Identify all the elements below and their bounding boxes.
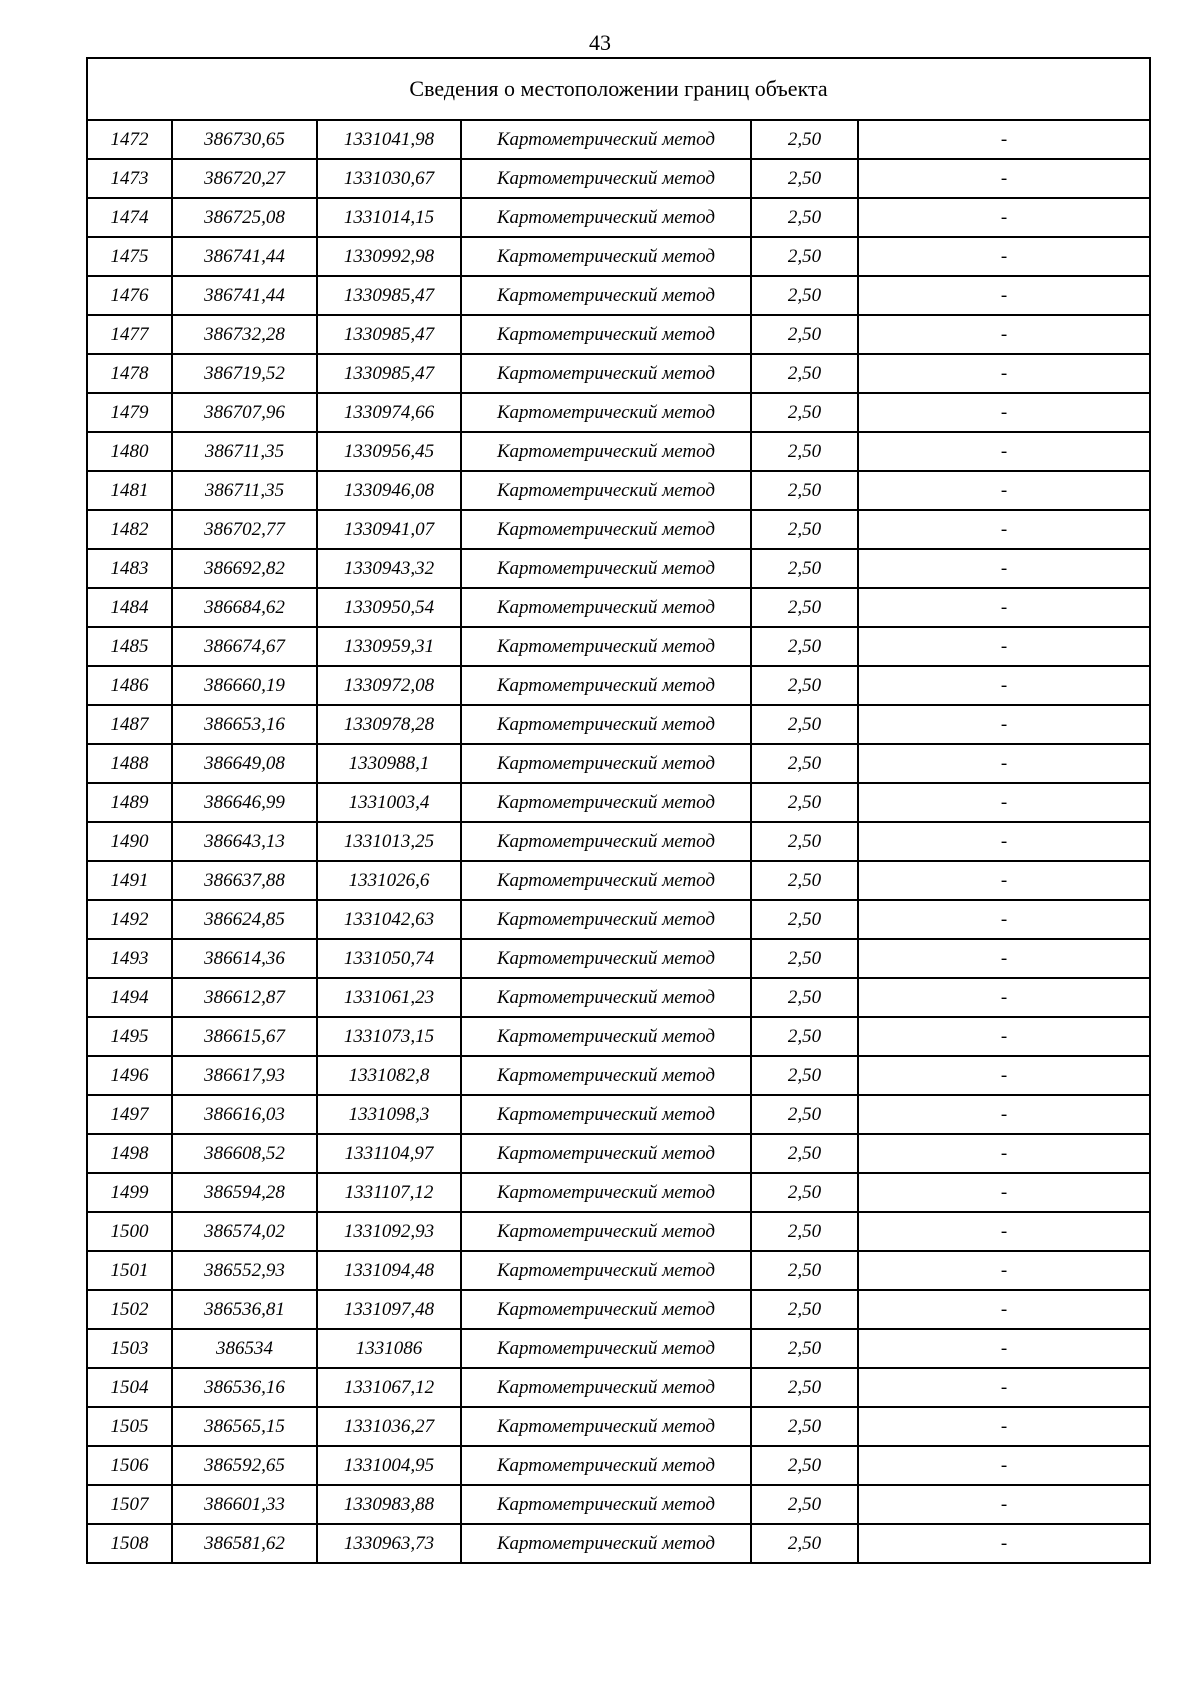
accuracy-cell: 2,50 [751, 159, 858, 198]
method-cell: Картометрический метод [461, 822, 751, 861]
point-number-cell: 1500 [87, 1212, 172, 1251]
accuracy-cell: 2,50 [751, 510, 858, 549]
point-number-cell: 1479 [87, 393, 172, 432]
table-row [87, 1446, 1150, 1485]
y-coordinate-cell: 1331030,67 [317, 159, 461, 198]
description-cell: - [858, 237, 1150, 276]
method-cell: Картометрический метод [461, 354, 751, 393]
description-cell: - [858, 783, 1150, 822]
accuracy-cell: 2,50 [751, 237, 858, 276]
accuracy-cell: 2,50 [751, 1329, 858, 1368]
table-row [87, 1095, 1150, 1134]
y-coordinate-cell: 1331013,25 [317, 822, 461, 861]
y-coordinate-cell: 1331082,8 [317, 1056, 461, 1095]
x-coordinate-cell: 386684,62 [172, 588, 317, 627]
y-coordinate-cell: 1331098,3 [317, 1095, 461, 1134]
x-coordinate-cell: 386730,65 [172, 120, 317, 159]
boundary-table [86, 57, 1151, 1564]
point-number-cell: 1502 [87, 1290, 172, 1329]
method-cell: Картометрический метод [461, 198, 751, 237]
description-cell: - [858, 666, 1150, 705]
table-row [87, 354, 1150, 393]
accuracy-cell: 2,50 [751, 861, 858, 900]
table-row [87, 159, 1150, 198]
table-row [87, 471, 1150, 510]
x-coordinate-cell: 386719,52 [172, 354, 317, 393]
table-row [87, 588, 1150, 627]
accuracy-cell: 2,50 [751, 1485, 858, 1524]
point-number-cell: 1472 [87, 120, 172, 159]
accuracy-cell: 2,50 [751, 1056, 858, 1095]
y-coordinate-cell: 1330946,08 [317, 471, 461, 510]
y-coordinate-cell: 1330956,45 [317, 432, 461, 471]
point-number-cell: 1483 [87, 549, 172, 588]
method-cell: Картометрический метод [461, 627, 751, 666]
method-cell: Картометрический метод [461, 861, 751, 900]
y-coordinate-cell: 1330983,88 [317, 1485, 461, 1524]
y-coordinate-cell: 1331094,48 [317, 1251, 461, 1290]
x-coordinate-cell: 386624,85 [172, 900, 317, 939]
point-number-cell: 1492 [87, 900, 172, 939]
table-row [87, 1212, 1150, 1251]
y-coordinate-cell: 1330978,28 [317, 705, 461, 744]
description-cell: - [858, 1485, 1150, 1524]
accuracy-cell: 2,50 [751, 1446, 858, 1485]
y-coordinate-cell: 1330959,31 [317, 627, 461, 666]
method-cell: Картометрический метод [461, 1329, 751, 1368]
x-coordinate-cell: 386592,65 [172, 1446, 317, 1485]
method-cell: Картометрический метод [461, 276, 751, 315]
description-cell: - [858, 1329, 1150, 1368]
point-number-cell: 1484 [87, 588, 172, 627]
method-cell: Картометрический метод [461, 783, 751, 822]
y-coordinate-cell: 1330963,73 [317, 1524, 461, 1563]
y-coordinate-cell: 1331036,27 [317, 1407, 461, 1446]
point-number-cell: 1503 [87, 1329, 172, 1368]
accuracy-cell: 2,50 [751, 549, 858, 588]
accuracy-cell: 2,50 [751, 1212, 858, 1251]
x-coordinate-cell: 386637,88 [172, 861, 317, 900]
accuracy-cell: 2,50 [751, 1134, 858, 1173]
table-row [87, 1290, 1150, 1329]
accuracy-cell: 2,50 [751, 666, 858, 705]
table-row [87, 822, 1150, 861]
method-cell: Картометрический метод [461, 1134, 751, 1173]
table-title-row [87, 58, 1150, 120]
y-coordinate-cell: 1331041,98 [317, 120, 461, 159]
description-cell: - [858, 315, 1150, 354]
description-cell: - [858, 276, 1150, 315]
point-number-cell: 1485 [87, 627, 172, 666]
accuracy-cell: 2,50 [751, 1017, 858, 1056]
description-cell: - [858, 1407, 1150, 1446]
x-coordinate-cell: 386741,44 [172, 237, 317, 276]
table-title: Сведения о местоположении границ объекта [87, 58, 1150, 120]
description-cell: - [858, 159, 1150, 198]
y-coordinate-cell: 1330985,47 [317, 315, 461, 354]
y-coordinate-cell: 1331073,15 [317, 1017, 461, 1056]
point-number-cell: 1486 [87, 666, 172, 705]
page-number: 43 [589, 30, 611, 55]
description-cell: - [858, 1446, 1150, 1485]
point-number-cell: 1494 [87, 978, 172, 1017]
x-coordinate-cell: 386552,93 [172, 1251, 317, 1290]
table-row [87, 198, 1150, 237]
method-cell: Картометрический метод [461, 1173, 751, 1212]
description-cell: - [858, 1290, 1150, 1329]
y-coordinate-cell: 1331050,74 [317, 939, 461, 978]
description-cell: - [858, 627, 1150, 666]
accuracy-cell: 2,50 [751, 978, 858, 1017]
description-cell: - [858, 861, 1150, 900]
y-coordinate-cell: 1331026,6 [317, 861, 461, 900]
accuracy-cell: 2,50 [751, 315, 858, 354]
description-cell: - [858, 1524, 1150, 1563]
method-cell: Картометрический метод [461, 666, 751, 705]
description-cell: - [858, 744, 1150, 783]
x-coordinate-cell: 386646,99 [172, 783, 317, 822]
accuracy-cell: 2,50 [751, 471, 858, 510]
point-number-cell: 1481 [87, 471, 172, 510]
method-cell: Картометрический метод [461, 510, 751, 549]
accuracy-cell: 2,50 [751, 588, 858, 627]
accuracy-cell: 2,50 [751, 1368, 858, 1407]
point-number-cell: 1499 [87, 1173, 172, 1212]
accuracy-cell: 2,50 [751, 120, 858, 159]
y-coordinate-cell: 1331104,97 [317, 1134, 461, 1173]
point-number-cell: 1482 [87, 510, 172, 549]
accuracy-cell: 2,50 [751, 627, 858, 666]
x-coordinate-cell: 386536,16 [172, 1368, 317, 1407]
point-number-cell: 1506 [87, 1446, 172, 1485]
method-cell: Картометрический метод [461, 1446, 751, 1485]
method-cell: Картометрический метод [461, 1056, 751, 1095]
y-coordinate-cell: 1330985,47 [317, 276, 461, 315]
table-row [87, 1251, 1150, 1290]
accuracy-cell: 2,50 [751, 1095, 858, 1134]
accuracy-cell: 2,50 [751, 705, 858, 744]
x-coordinate-cell: 386653,16 [172, 705, 317, 744]
table-row [87, 1524, 1150, 1563]
x-coordinate-cell: 386649,08 [172, 744, 317, 783]
table-row [87, 666, 1150, 705]
table-row [87, 978, 1150, 1017]
method-cell: Картометрический метод [461, 978, 751, 1017]
description-cell: - [858, 1017, 1150, 1056]
method-cell: Картометрический метод [461, 159, 751, 198]
description-cell: - [858, 120, 1150, 159]
table-row [87, 315, 1150, 354]
x-coordinate-cell: 386732,28 [172, 315, 317, 354]
point-number-cell: 1487 [87, 705, 172, 744]
description-cell: - [858, 705, 1150, 744]
table-row [87, 1134, 1150, 1173]
description-cell: - [858, 1095, 1150, 1134]
point-number-cell: 1493 [87, 939, 172, 978]
accuracy-cell: 2,50 [751, 432, 858, 471]
x-coordinate-cell: 386601,33 [172, 1485, 317, 1524]
point-number-cell: 1507 [87, 1485, 172, 1524]
table-row [87, 432, 1150, 471]
x-coordinate-cell: 386617,93 [172, 1056, 317, 1095]
method-cell: Картометрический метод [461, 432, 751, 471]
accuracy-cell: 2,50 [751, 1407, 858, 1446]
table-row [87, 1173, 1150, 1212]
description-cell: - [858, 939, 1150, 978]
point-number-cell: 1504 [87, 1368, 172, 1407]
accuracy-cell: 2,50 [751, 354, 858, 393]
x-coordinate-cell: 386534 [172, 1329, 317, 1368]
description-cell: - [858, 1173, 1150, 1212]
y-coordinate-cell: 1331042,63 [317, 900, 461, 939]
x-coordinate-cell: 386608,52 [172, 1134, 317, 1173]
y-coordinate-cell: 1331014,15 [317, 198, 461, 237]
y-coordinate-cell: 1330988,1 [317, 744, 461, 783]
point-number-cell: 1501 [87, 1251, 172, 1290]
accuracy-cell: 2,50 [751, 900, 858, 939]
table-row [87, 705, 1150, 744]
accuracy-cell: 2,50 [751, 276, 858, 315]
x-coordinate-cell: 386565,15 [172, 1407, 317, 1446]
accuracy-cell: 2,50 [751, 1251, 858, 1290]
description-cell: - [858, 900, 1150, 939]
method-cell: Картометрический метод [461, 588, 751, 627]
method-cell: Картометрический метод [461, 1095, 751, 1134]
table-row [87, 1056, 1150, 1095]
description-cell: - [858, 1251, 1150, 1290]
table-row [87, 627, 1150, 666]
method-cell: Картометрический метод [461, 1290, 751, 1329]
y-coordinate-cell: 1330985,47 [317, 354, 461, 393]
accuracy-cell: 2,50 [751, 1173, 858, 1212]
table-row [87, 276, 1150, 315]
y-coordinate-cell: 1331086 [317, 1329, 461, 1368]
x-coordinate-cell: 386594,28 [172, 1173, 317, 1212]
point-number-cell: 1489 [87, 783, 172, 822]
boundary-table-body [87, 58, 1150, 1563]
y-coordinate-cell: 1330974,66 [317, 393, 461, 432]
description-cell: - [858, 354, 1150, 393]
method-cell: Картометрический метод [461, 1212, 751, 1251]
description-cell: - [858, 1368, 1150, 1407]
method-cell: Картометрический метод [461, 705, 751, 744]
x-coordinate-cell: 386615,67 [172, 1017, 317, 1056]
x-coordinate-cell: 386692,82 [172, 549, 317, 588]
table-row [87, 1368, 1150, 1407]
table-row [87, 1017, 1150, 1056]
description-cell: - [858, 393, 1150, 432]
description-cell: - [858, 510, 1150, 549]
table-row [87, 939, 1150, 978]
accuracy-cell: 2,50 [751, 198, 858, 237]
table-row [87, 900, 1150, 939]
description-cell: - [858, 978, 1150, 1017]
y-coordinate-cell: 1331107,12 [317, 1173, 461, 1212]
accuracy-cell: 2,50 [751, 822, 858, 861]
y-coordinate-cell: 1331097,48 [317, 1290, 461, 1329]
method-cell: Картометрический метод [461, 120, 751, 159]
method-cell: Картометрический метод [461, 471, 751, 510]
point-number-cell: 1508 [87, 1524, 172, 1563]
method-cell: Картометрический метод [461, 1368, 751, 1407]
method-cell: Картометрический метод [461, 1407, 751, 1446]
x-coordinate-cell: 386711,35 [172, 471, 317, 510]
point-number-cell: 1491 [87, 861, 172, 900]
point-number-cell: 1474 [87, 198, 172, 237]
y-coordinate-cell: 1331092,93 [317, 1212, 461, 1251]
table-row [87, 783, 1150, 822]
description-cell: - [858, 432, 1150, 471]
x-coordinate-cell: 386612,87 [172, 978, 317, 1017]
point-number-cell: 1490 [87, 822, 172, 861]
x-coordinate-cell: 386643,13 [172, 822, 317, 861]
accuracy-cell: 2,50 [751, 744, 858, 783]
x-coordinate-cell: 386574,02 [172, 1212, 317, 1251]
point-number-cell: 1478 [87, 354, 172, 393]
method-cell: Картометрический метод [461, 1485, 751, 1524]
table-row [87, 393, 1150, 432]
y-coordinate-cell: 1331067,12 [317, 1368, 461, 1407]
x-coordinate-cell: 386614,36 [172, 939, 317, 978]
description-cell: - [858, 471, 1150, 510]
x-coordinate-cell: 386707,96 [172, 393, 317, 432]
point-number-cell: 1475 [87, 237, 172, 276]
table-row [87, 120, 1150, 159]
method-cell: Картометрический метод [461, 1017, 751, 1056]
x-coordinate-cell: 386581,62 [172, 1524, 317, 1563]
x-coordinate-cell: 386720,27 [172, 159, 317, 198]
description-cell: - [858, 549, 1150, 588]
point-number-cell: 1496 [87, 1056, 172, 1095]
table-row [87, 549, 1150, 588]
y-coordinate-cell: 1331004,95 [317, 1446, 461, 1485]
table-row [87, 744, 1150, 783]
method-cell: Картометрический метод [461, 900, 751, 939]
method-cell: Картометрический метод [461, 315, 751, 354]
x-coordinate-cell: 386616,03 [172, 1095, 317, 1134]
table-row [87, 1485, 1150, 1524]
y-coordinate-cell: 1330972,08 [317, 666, 461, 705]
point-number-cell: 1498 [87, 1134, 172, 1173]
y-coordinate-cell: 1330950,54 [317, 588, 461, 627]
description-cell: - [858, 822, 1150, 861]
accuracy-cell: 2,50 [751, 393, 858, 432]
table-row [87, 1329, 1150, 1368]
description-cell: - [858, 1134, 1150, 1173]
point-number-cell: 1476 [87, 276, 172, 315]
description-cell: - [858, 1056, 1150, 1095]
y-coordinate-cell: 1331061,23 [317, 978, 461, 1017]
point-number-cell: 1473 [87, 159, 172, 198]
point-number-cell: 1497 [87, 1095, 172, 1134]
method-cell: Картометрический метод [461, 237, 751, 276]
y-coordinate-cell: 1330992,98 [317, 237, 461, 276]
method-cell: Картометрический метод [461, 939, 751, 978]
accuracy-cell: 2,50 [751, 1290, 858, 1329]
method-cell: Картометрический метод [461, 549, 751, 588]
x-coordinate-cell: 386536,81 [172, 1290, 317, 1329]
point-number-cell: 1480 [87, 432, 172, 471]
y-coordinate-cell: 1330941,07 [317, 510, 461, 549]
table-row [87, 510, 1150, 549]
point-number-cell: 1505 [87, 1407, 172, 1446]
x-coordinate-cell: 386674,67 [172, 627, 317, 666]
x-coordinate-cell: 386711,35 [172, 432, 317, 471]
x-coordinate-cell: 386741,44 [172, 276, 317, 315]
accuracy-cell: 2,50 [751, 939, 858, 978]
y-coordinate-cell: 1331003,4 [317, 783, 461, 822]
table-row [87, 237, 1150, 276]
accuracy-cell: 2,50 [751, 1524, 858, 1563]
point-number-cell: 1488 [87, 744, 172, 783]
description-cell: - [858, 198, 1150, 237]
method-cell: Картометрический метод [461, 393, 751, 432]
accuracy-cell: 2,50 [751, 783, 858, 822]
x-coordinate-cell: 386725,08 [172, 198, 317, 237]
method-cell: Картометрический метод [461, 1524, 751, 1563]
point-number-cell: 1477 [87, 315, 172, 354]
method-cell: Картометрический метод [461, 1251, 751, 1290]
x-coordinate-cell: 386660,19 [172, 666, 317, 705]
x-coordinate-cell: 386702,77 [172, 510, 317, 549]
table-row [87, 1407, 1150, 1446]
y-coordinate-cell: 1330943,32 [317, 549, 461, 588]
point-number-cell: 1495 [87, 1017, 172, 1056]
method-cell: Картометрический метод [461, 744, 751, 783]
description-cell: - [858, 1212, 1150, 1251]
table-row [87, 861, 1150, 900]
description-cell: - [858, 588, 1150, 627]
